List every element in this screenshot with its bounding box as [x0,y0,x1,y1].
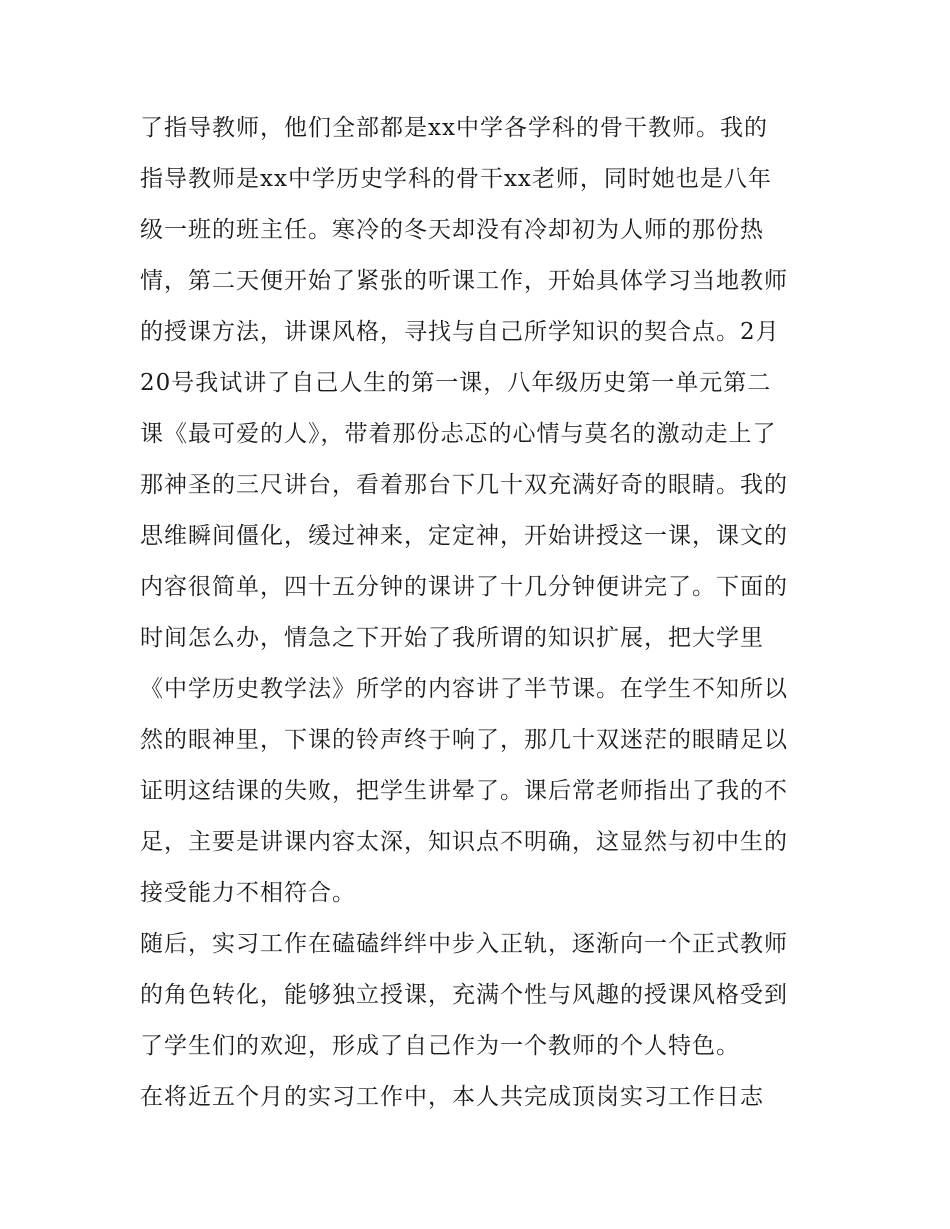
text-line: 《中学历史教学法》所学的内容讲了半节课。在学生不知所以 [140,676,788,702]
text-line: 然的眼神里，下课的铃声终于响了，那几十双迷茫的眼睛足以 [140,727,788,753]
text-line: 的授课方法，讲课风格，寻找与自己所学知识的契合点。2月 [140,319,780,345]
text-line: 了学生们的欢迎，形成了自己作为一个教师的个人特色。 [140,1033,740,1059]
document-body [140,103,830,1123]
text-line: 级一班的班主任。寒冷的冬天却没有冷却初为人师的那份热 [140,217,764,243]
text-line: 了指导教师，他们全部都是xx中学各学科的骨干教师。我的 [140,115,768,141]
text-line: 内容很简单，四十五分钟的课讲了十几分钟便讲完了。下面的 [140,574,788,600]
text-line: 证明这结课的失败，把学生讲晕了。课后常老师指出了我的不 [140,778,788,804]
text-line: 在将近五个月的实习工作中，本人共完成顶岗实习工作日志 [140,1084,764,1110]
text-line: 20号我试讲了自己人生的第一课，八年级历史第一单元第二 [140,370,772,396]
text-line: 足，主要是讲课内容太深，知识点不明确，这显然与初中生的 [140,829,788,855]
text-line: 随后，实习工作在磕磕绊绊中步入正轨，逐渐向一个正式教师 [140,931,788,957]
text-line: 课《最可爱的人》，带着那份忐忑的心情与莫名的激动走上了 [140,421,777,447]
text-line: 接受能力不相符合。 [140,880,356,906]
text-line: 的角色转化，能够独立授课，充满个性与风趣的授课风格受到 [140,982,788,1008]
text-line: 那神圣的三尺讲台，看着那台下几十双充满好奇的眼睛。我的 [140,472,788,498]
text-line: 时间怎么办，情急之下开始了我所谓的知识扩展，把大学里 [140,625,764,651]
text-line: 情，第二天便开始了紧张的听课工作，开始具体学习当地教师 [140,268,788,294]
text-line: 思维瞬间僵化，缓过神来，定定神，开始讲授这一课，课文的 [140,523,788,549]
text-line: 指导教师是xx中学历史学科的骨干xx老师，同时她也是八年 [140,166,772,192]
